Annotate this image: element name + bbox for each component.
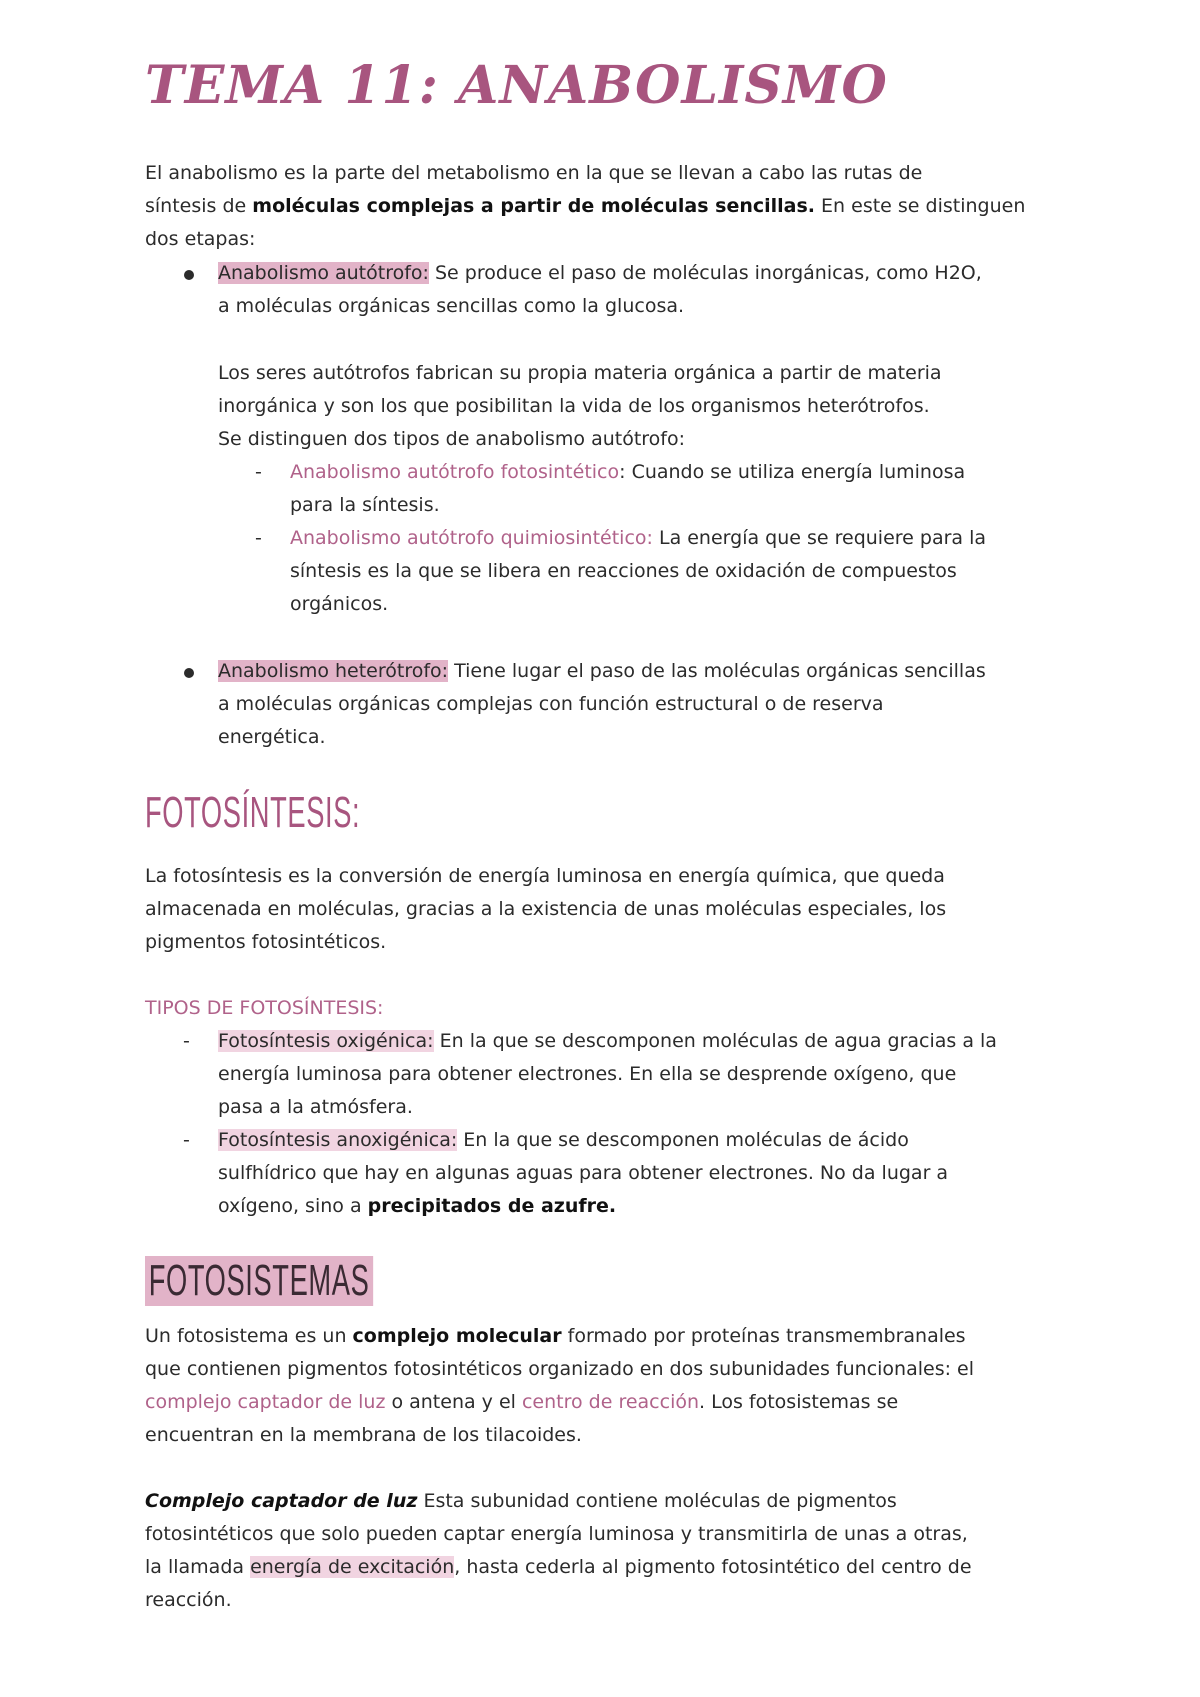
- fotosistemas-text: formado por proteínas transmembranales: [561, 1325, 966, 1347]
- bullet-dot: [184, 668, 194, 678]
- fotosistemas-para-2: que contienen pigmentos fotosintéticos organizado en dos subunidades funcionales: el: [145, 1358, 975, 1380]
- intro-line-1: El anabolismo es la parte del metabolismo en la que se llevan a cabo las rutas de: [145, 162, 923, 184]
- bullet-dot: [184, 270, 194, 280]
- dash-marker: -: [183, 1129, 190, 1151]
- quimio-line-3: orgánicos.: [290, 593, 389, 615]
- quimio-line-1: [290, 522, 1070, 556]
- oxigenica-label: Fotosíntesis oxigénica:: [218, 1030, 434, 1052]
- fotosintesis-para-2: almacenada en moléculas, gracias a la existencia de unas moléculas especiales, los: [145, 898, 947, 920]
- captador-para-1: [145, 1485, 1065, 1519]
- page-title: TEMA 11: ANABOLISMO: [145, 55, 888, 116]
- autotrofo-line-1: [218, 257, 1068, 291]
- captador-term: complejo captador de luz: [145, 1391, 386, 1413]
- dash-marker: -: [183, 1030, 190, 1052]
- fotosistemas-text: . Los fotosistemas se: [699, 1391, 899, 1413]
- captador-heading: Complejo captador de luz: [145, 1490, 418, 1512]
- dash-marker: -: [255, 461, 262, 483]
- anoxigenica-label: Fotosíntesis anoxigénica:: [218, 1129, 458, 1151]
- captador-text: la llamada: [145, 1556, 251, 1578]
- fotosistemas-para-3: [145, 1386, 1065, 1420]
- anoxigenica-line-3: [218, 1190, 1068, 1224]
- anoxigenica-line-2: sulfhídrico que hay en algunas aguas para obtener electrones. No da lugar a: [218, 1162, 949, 1184]
- captador-para-4: reacción.: [145, 1589, 232, 1611]
- autotrofo-text: Se produce el paso de moléculas inorgánicas, como H2O,: [428, 262, 982, 284]
- intro-text: síntesis de: [145, 195, 253, 217]
- anoxigenica-text: oxígeno, sino a: [218, 1195, 368, 1217]
- fotosistemas-para-4: encuentran en la membrana de los tilacoides.: [145, 1424, 582, 1446]
- intro-text: En este se distinguen: [815, 195, 1026, 217]
- captador-para-3: [145, 1551, 1065, 1585]
- heterotrofo-line-1: [218, 655, 1068, 689]
- foto-label: Anabolismo autótrofo fotosintético: [290, 461, 620, 483]
- oxigenica-line-3: pasa a la atmósfera.: [218, 1096, 413, 1118]
- intro-line-3: dos etapas:: [145, 228, 256, 250]
- fotosistemas-emphasis: complejo molecular: [352, 1325, 562, 1347]
- excitacion-term: energía de excitación: [250, 1556, 455, 1578]
- section-heading-fotosintesis: FOTOSÍNTESIS:: [145, 788, 361, 837]
- intro-emphasis: moléculas complejas a partir de moléculas sencillas.: [252, 195, 816, 217]
- foto-text: : Cuando se utiliza energía luminosa: [619, 461, 966, 483]
- centro-term: centro de reacción: [521, 1391, 700, 1413]
- autotrofo-para-1: Los seres autótrofos fabrican su propia materia orgánica a partir de materia: [218, 362, 942, 384]
- heterotrofo-line-3: energética.: [218, 726, 326, 748]
- heterotrofo-label: Anabolismo heterótrofo:: [218, 660, 449, 682]
- autotrofo-label: Anabolismo autótrofo:: [218, 262, 429, 284]
- foto-line-1: [290, 456, 1070, 490]
- oxigenica-line-2: energía luminosa para obtener electrones. En ella se desprende oxígeno, que: [218, 1063, 957, 1085]
- quimio-text: La energía que se requiere para la: [652, 527, 987, 549]
- fotosintesis-para-1: La fotosíntesis es la conversión de energía luminosa en energía química, que queda: [145, 865, 945, 887]
- quimio-label: Anabolismo autótrofo quimiosintético:: [290, 527, 653, 549]
- heterotrofo-line-2: a moléculas orgánicas complejas con función estructural o de reserva: [218, 693, 884, 715]
- anoxigenica-line-1: [218, 1124, 1068, 1158]
- captador-text: , hasta cederla al pigmento fotosintético del centro de: [454, 1556, 972, 1578]
- captador-text: Esta subunidad contiene moléculas de pigmentos: [417, 1490, 897, 1512]
- anoxigenica-text: En la que se descomponen moléculas de ácido: [457, 1129, 909, 1151]
- oxigenica-line-1: [218, 1025, 1068, 1059]
- heterotrofo-text: Tiene lugar el paso de las moléculas orgánicas sencillas: [448, 660, 986, 682]
- intro-line-2: [145, 190, 1065, 224]
- fotosistemas-text: o antena y el: [385, 1391, 522, 1413]
- autotrofo-para-3: Se distinguen dos tipos de anabolismo autótrofo:: [218, 428, 686, 450]
- fotosistemas-text: Un fotosistema es un: [145, 1325, 353, 1347]
- autotrofo-para-2: inorgánica y son los que posibilitan la vida de los organismos heterótrofos.: [218, 395, 930, 417]
- tipos-heading: TIPOS DE FOTOSÍNTESIS:: [145, 997, 384, 1019]
- oxigenica-text: En la que se descomponen moléculas de agua gracias a la: [433, 1030, 997, 1052]
- fotosintesis-para-3: pigmentos fotosintéticos.: [145, 931, 387, 953]
- captador-para-2: fotosintéticos que solo pueden captar energía luminosa y transmitirla de unas a otras,: [145, 1523, 968, 1545]
- fotosistemas-para-1: [145, 1320, 1065, 1354]
- foto-line-2: para la síntesis.: [290, 494, 440, 516]
- anoxigenica-emphasis: precipitados de azufre.: [367, 1195, 617, 1217]
- autotrofo-line-2: a moléculas orgánicas sencillas como la glucosa.: [218, 295, 685, 317]
- section-heading-fotosistemas: FOTOSISTEMAS: [145, 1256, 373, 1306]
- dash-marker: -: [255, 527, 262, 549]
- quimio-line-2: síntesis es la que se libera en reacciones de oxidación de compuestos: [290, 560, 957, 582]
